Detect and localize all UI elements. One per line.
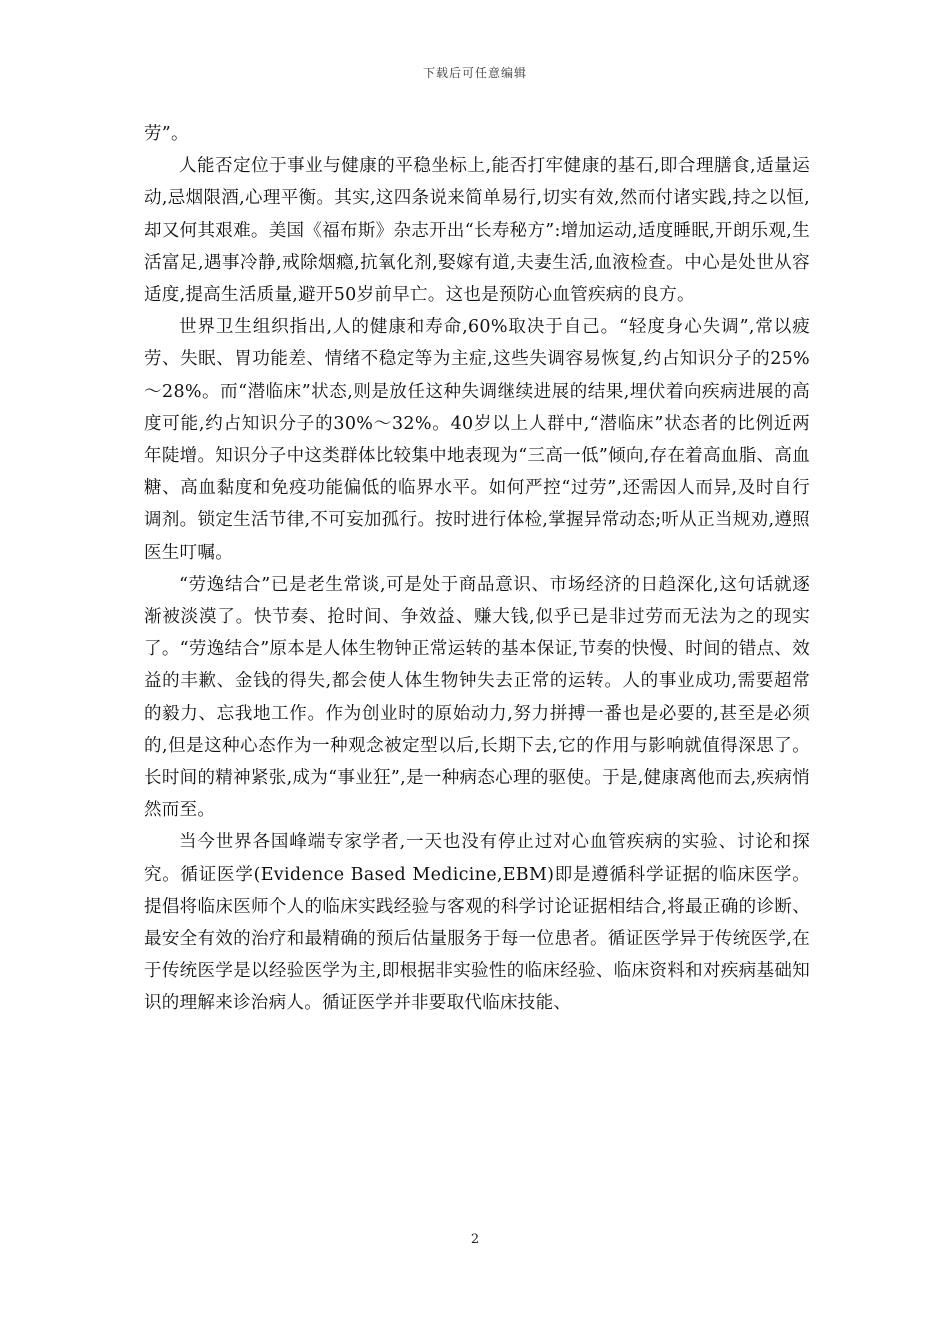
- page-header: 下载后可任意编辑: [422, 66, 527, 80]
- page-number: 2: [470, 1232, 480, 1247]
- paragraph-continuation: 劳”。: [144, 124, 189, 144]
- document-body: [144, 118, 810, 1020]
- paragraph-work-rest-balance: “劳逸结合”已是老生常谈,可是处于商品意识、市场经济的日趋深化,这句话就逐渐被淡漠了。快节奏、抢时间、争效益、赚大钱,似乎已是非过劳而无法为之的现实了。“劳逸结合”原本是人体生物钟正常运转的基本保证,节奏的快慢、时间的错点、效益的丰歉、金钱的得失,都会使人体生物钟失去正常的运转。人的事业成功,需要超常的毅力、忘我地工作。作为创业时的原始动力,努力拼搏一番也是必要的,甚至是必须的,但是这种心态作为一种观念被定型以后,长期下去,它的作用与影响就值得深思了。长时间的精神紧张,成为“事业狂”,是一种病态心理的驱使。于是,健康离他而去,疾病悄然而至。: [144, 574, 810, 821]
- paragraph-evidence-based-medicine: 当今世界各国峰端专家学者,一天也没有停止过对心血管疾病的实验、讨论和探究。循证医学(Evidence Based Medicine,EBM)即是遵循科学证据的临床医学。提倡将临床医师个人的临床实践经验与客观的科学讨论证据相结合,将最正确的诊断、最安全有效的治疗和最精确的预后估量服务于每一位患者。循证医学异于传统医学,在于传统医学是以经验医学为主,即根据非实验性的临床经验、临床资料和对疾病基础知识的理解来诊治病人。循证医学并非要取代临床技能、: [144, 832, 810, 1014]
- paragraph-who-health: 世界卫生组织指出,人的健康和寿命,60%取决于自己。“轻度身心失调”,常以疲劳、失眠、胃功能差、情绪不稳定等为主症,这些失调容易恢复,约占知识分子的25%～28%。而“潜临床”状态,则是放任这种失调继续进展的结果,埋伏着向疾病进展的高度可能,约占知识分子的30%～32%。40岁以上人群中,“潜临床”状态者的比例近两年陡增。知识分子中这类群体比较集中地表现为“三高一低”倾向,存在着高血脂、高血糖、高血黏度和免疫功能偏低的临界水平。如何严控“过劳”,还需因人而异,及时自行调剂。锁定生活节律,不可妄加孤行。按时进行体检,掌握异常动态;听从正当规劝,遵照医生叮嘱。: [144, 317, 810, 563]
- paragraph-health-balance: 人能否定位于事业与健康的平稳坐标上,能否打牢健康的基石,即合理膳食,适量运动,忌烟限酒,心理平衡。其实,这四条说来简单易行,切实有效,然而付诸实践,持之以恒,却又何其艰难。美国《福布斯》杂志开出“长寿秘方”:增加运动,适度睡眠,开朗乐观,生活富足,遇事冷静,戒除烟瘾,抗氧化剂,娶嫁有道,夫妻生活,血液检查。中心是处世从容适度,提高生活质量,避开50岁前早亡。这也是预防心血管疾病的良方。: [144, 156, 810, 306]
